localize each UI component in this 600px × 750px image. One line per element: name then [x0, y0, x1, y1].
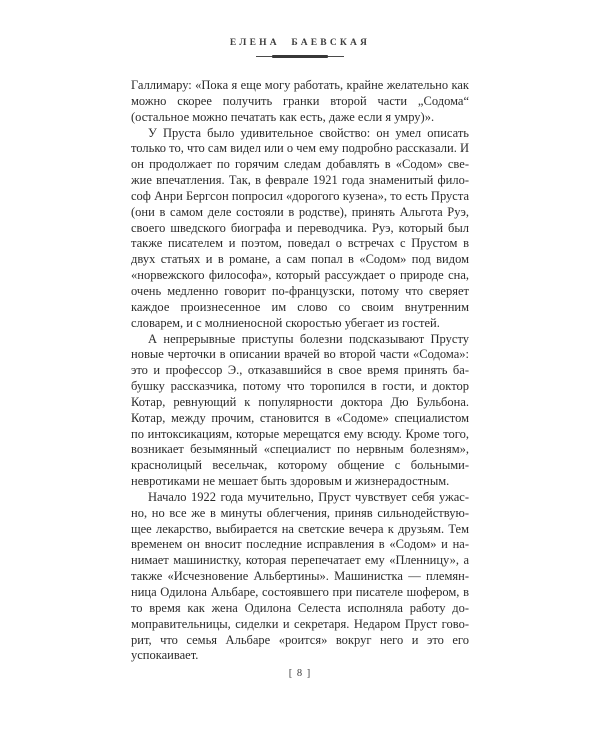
body-text: [131, 78, 469, 664]
paragraph: У Пруста было удивительное свойство: он умел описать только то, что сам видел или о чем ему подробно рассказали. И он продолжает по горячим следам добавлять в «Содом» свежие впечатления. Так, в феврале 1921 года знаменитый философ Анри Бергсон попросил «дорогого кузена», то есть Пруста (они в самом деле состояли в родстве), принять Альгота Руэ, своего шведского биографа и переводчика. Руэ, который был также писателем и поэтом, поведал о встречах с Прустом в двух статьях и в романе, а сам попал в «Содом» под видом «норвежского философа», который рассуждает о природе сна, очень медленно говорит по-французски, потому что сверяет каждое произнесенное им слово со своим внутренним словарем, и с молниеносной скоростью убегает из гостей.: [131, 125, 469, 330]
running-head: ЕЛЕНА БАЕВСКАЯ: [229, 38, 371, 48]
header-rule-ornament: [256, 55, 344, 58]
page-number: [ 8 ]: [288, 668, 312, 679]
paragraph: А непрерывные приступы болезни подсказывают Прусту новые черточки в описании врачей во второй части «Содома»: это и профессор Э., отказавшийся в свое время принять бабушку рассказчика, потому что торопился в гости, и доктор Котар, ревнующий к популярности доктора Дю Бульбона. Котар, между прочим, становится в «Содоме» специалистом по интоксикациям, которые мерещатся ему всюду. Кроме того, возникает безымянный «специалист по нервным болезням», краснолицый весельчак, которому общение с больными-невротиками не мешает быть здоровым и жизнерадостным.: [131, 331, 469, 489]
paragraph: Галлимару: «Пока я еще могу работать, крайне желательно как можно скорее получить гранки второй части „Содома“ (остальное можно печатать как есть, даже если я умру)».: [131, 78, 469, 124]
paragraph: Начало 1922 года мучительно, Пруст чувствует себя ужасно, но все же в минуты облегчения, приняв сильнодействующее лекарство, выбирается на светские вечера к друзьям. Тем временем он вносит последние исправления в «Содом» и нанимает машинистку, которая перепечатает ему «Пленницу», а также «Исчезновение Альбертины». Машинистка — племянница Одилона Альбаре, состоявшего при писателе шофером, в то время как жена Одилона Селеста исполняла работу домоправительницы, сиделки и секретаря. Недаром Пруст говорит, что семья Альбаре «роится» вокруг него и это его успокаивает.: [131, 489, 469, 663]
